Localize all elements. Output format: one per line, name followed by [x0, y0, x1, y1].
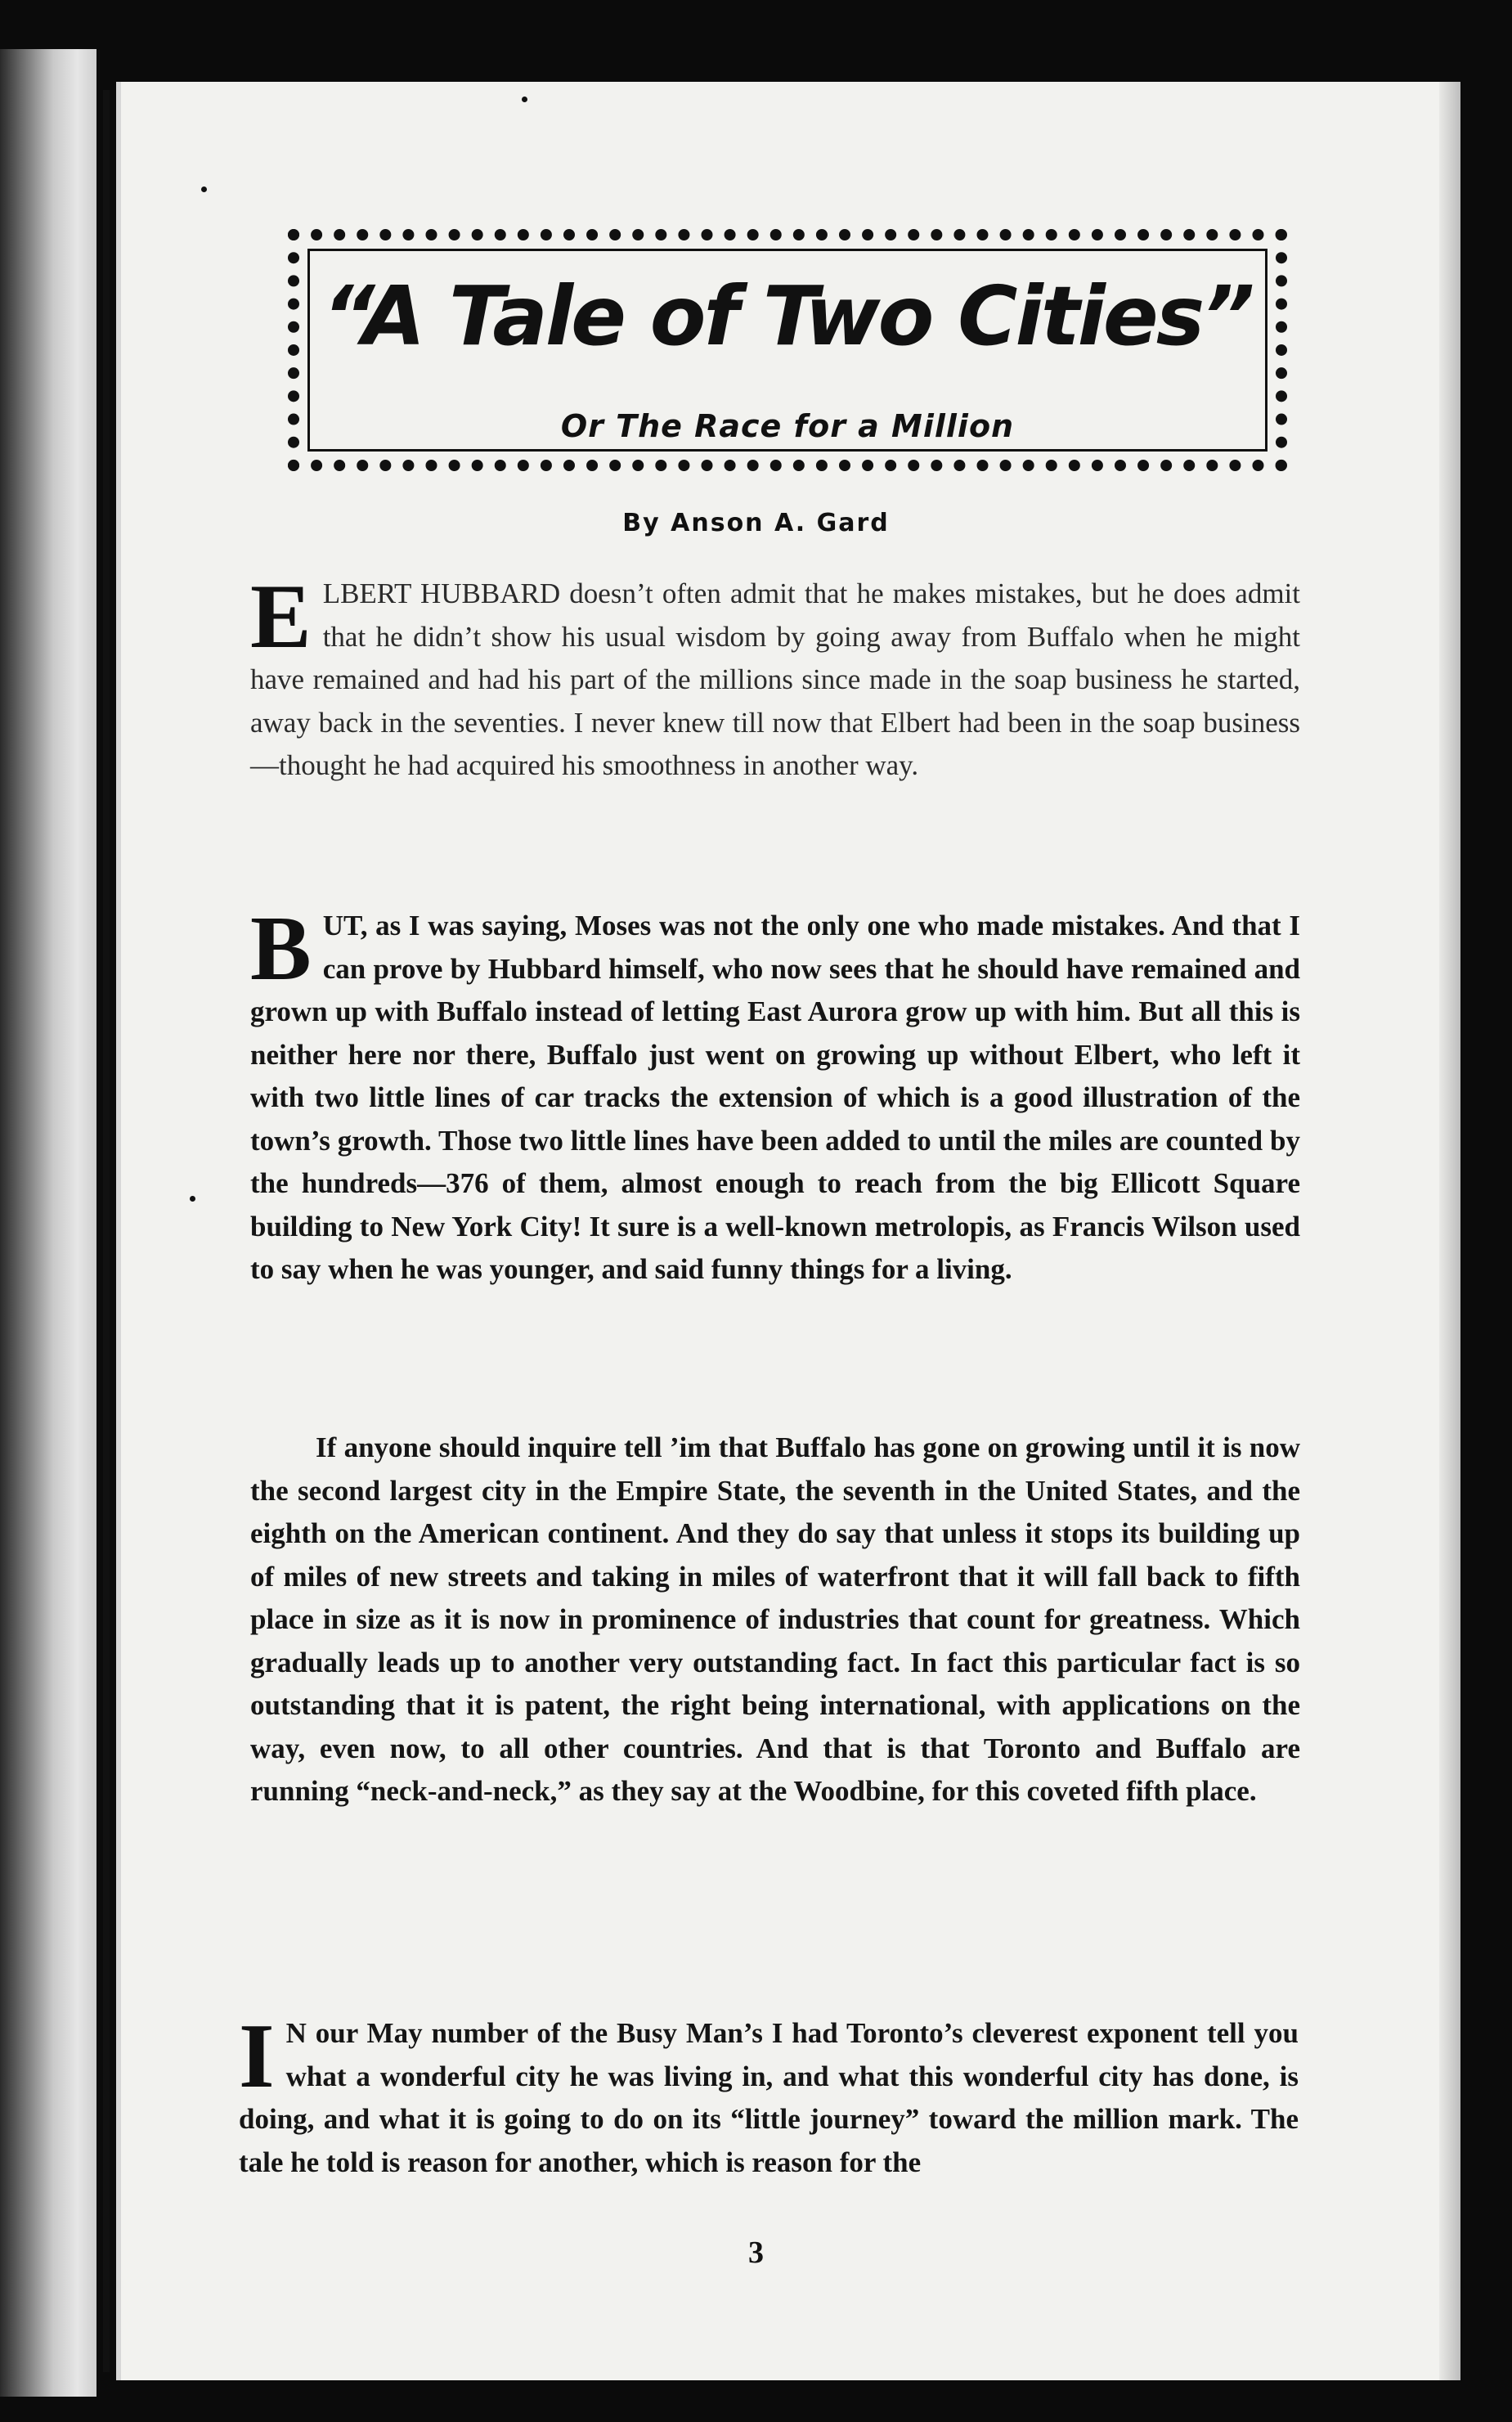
article-subtitle: Or The Race for a Million — [560, 408, 1015, 444]
paragraph-2 — [250, 898, 1300, 1292]
title-box-inner-border — [307, 249, 1267, 452]
drop-cap: B — [250, 898, 312, 1000]
paragraph-text: If anyone should inquire tell ’im that Buffalo has gone on growing until it is now the second largest city in the Empire State, the seventh in the United States, and the eighth on the American continent. And they do say that unless it stops its building up of miles of new streets and taking in miles of waterfront that it will fall back to fifth place in size as it is now in prominence of industries that count for greatness. Which gradually leads up to another very outstanding fact. In fact this particular fact is so outstanding that it is patent, the right being international, with applications on the way, even now, to all other countries. And that is that Toronto and Buffalo are running “neck-and-neck,” as they say at the Woodbine, for this coveted fifth place. — [250, 1431, 1300, 1807]
print-speck — [522, 97, 527, 102]
paragraph-text: LBERT HUBBARD doesn’t often admit that he makes mistakes, but he does admit that he didn’t show his usual wisdom by going away from Buffalo when he might have remained and had his part of the millions since made in the soap business he started, away back in the seventies. I never knew till now that Elbert had been in the soap business—thought he had acquired his smoothness in another way. — [250, 577, 1300, 781]
drop-cap: I — [239, 2006, 275, 2107]
adjacent-page-edge — [0, 49, 96, 2397]
article-title: “A Tale of Two Cities” — [322, 268, 1253, 364]
print-speck — [201, 186, 207, 192]
paragraph-text: N our May number of the Busy Man’s I had Toronto’s cleverest exponent tell you what a wonderful city he was living in, and what this wonderful city has done, is doing, and what it is going to do on its “little journey” toward the million mark. The tale he told is reason for another, which is reason for the — [239, 2017, 1299, 2178]
paragraph-3 — [250, 1427, 1300, 1813]
paragraph-1 — [250, 566, 1300, 788]
paragraph-4 — [239, 2006, 1299, 2184]
paragraph-text: UT, as I was saying, Moses was not the only one who made mistakes. And that I can prove by Hubbard himself, who now sees that he should have remained and grown up with Buffalo instead of letting East Aurora grow up with him. But all this is neither here nor there, Buffalo just went on growing up without Elbert, who left it with two little lines of car tracks the extension of which is a good illustration of the town’s growth. Those two little lines have been added to until the miles are counted by the hundreds—376 of them, almost enough to reach from the big Ellicott Square building to New York City! It sure is a well-known metrolopis, as Francis Wilson used to say when he was younger, and said funny things for a living. — [250, 910, 1300, 1285]
byline: By Anson A. Gard — [622, 509, 890, 537]
binding-rule — [103, 90, 110, 2372]
page-number: 3 — [748, 2236, 764, 2270]
print-speck — [190, 1196, 195, 1202]
drop-cap: E — [250, 566, 312, 667]
title-box — [288, 229, 1287, 471]
